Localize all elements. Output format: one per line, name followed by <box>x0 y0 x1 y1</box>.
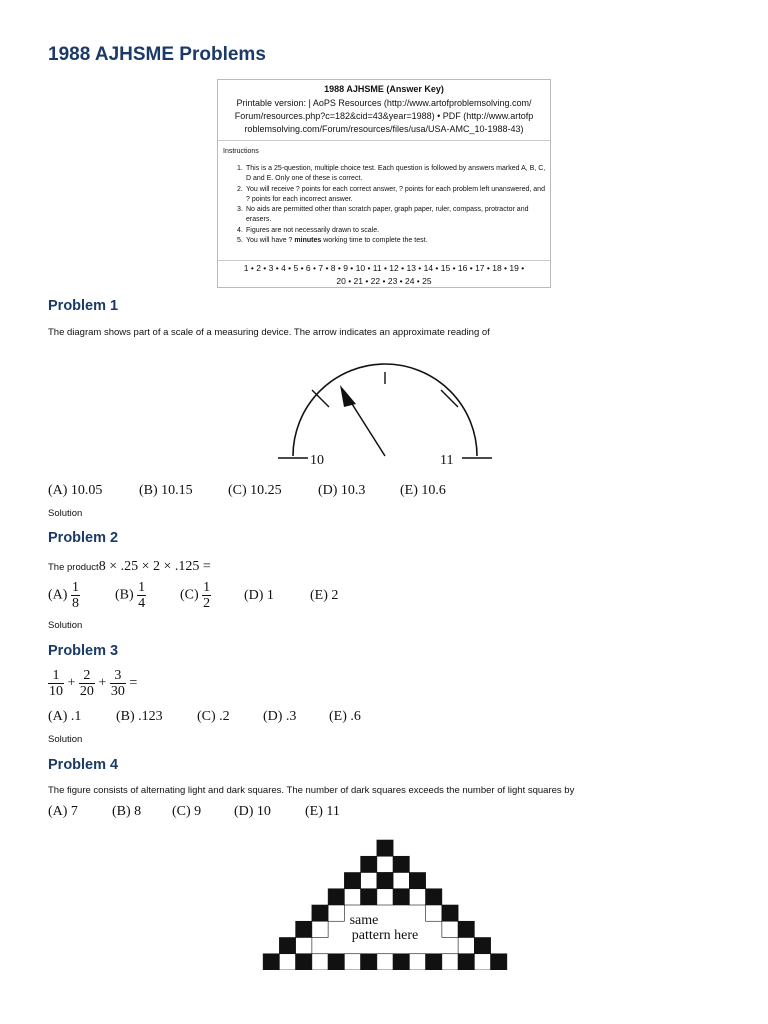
dark-square <box>328 954 344 970</box>
problem-2-solution-link[interactable]: Solution <box>48 620 83 631</box>
problem-4-text: The figure consists of alternating light and dark squares. The number of dark squares exceeds the number of light squares by <box>48 785 575 796</box>
choice-e: (E) .6 <box>329 709 361 724</box>
instruction-text: You will receive ? points for each correct answer, ? points for each problem left unanswered, and ? points for each incorrect answer. <box>246 185 545 203</box>
printable-line-2[interactable]: Forum/resources.php?c=182&cid=43&year=1988) • PDF (http://www.artofp <box>234 111 534 121</box>
denominator: 8 <box>71 596 79 611</box>
light-square <box>474 954 490 970</box>
choice-d: (D) 10.3 <box>318 483 366 498</box>
instruction-text: working time to complete the test. <box>323 237 428 245</box>
figure-text-line-1: same <box>349 913 379 928</box>
choice-b: (B) 10.15 <box>139 483 193 498</box>
choice-c <box>180 580 211 611</box>
light-square <box>377 856 393 872</box>
light-square <box>279 954 295 970</box>
equals-sign: = <box>129 675 138 691</box>
numerator: 1 <box>71 580 79 595</box>
choice-label: (A) <box>48 587 68 603</box>
instruction-text: Figures are not necessarily drawn to scale. <box>246 226 380 234</box>
choice-b <box>115 580 146 611</box>
choice-e: (E) 11 <box>305 804 340 819</box>
instruction-number: 2. <box>237 185 243 193</box>
dark-square <box>377 873 393 889</box>
scale-label-10: 10 <box>310 453 324 468</box>
instruction-text: You will have ? <box>246 237 293 245</box>
instruction-item <box>237 185 546 206</box>
triangle-squares <box>263 840 507 970</box>
problem-2-text <box>48 557 211 575</box>
answer-key-box <box>217 79 551 288</box>
dark-square <box>426 889 442 905</box>
checkerboard-triangle-figure <box>255 838 517 970</box>
choice-d: (D) 1 <box>244 588 274 603</box>
denominator: 2 <box>203 596 211 611</box>
dark-square <box>296 921 312 937</box>
choice-c: (C) .2 <box>197 709 230 724</box>
choice-c: (C) 10.25 <box>228 483 282 498</box>
choice-b: (B) 8 <box>112 804 142 819</box>
dark-square <box>491 954 507 970</box>
dark-square <box>377 840 393 856</box>
numerator: 1 <box>52 668 60 683</box>
instructions-heading: Instructions <box>223 148 259 155</box>
light-square <box>377 954 393 970</box>
light-square <box>296 938 312 954</box>
problem-1-heading[interactable]: Problem 1 <box>48 298 119 314</box>
scale-label-11: 11 <box>440 453 454 468</box>
denominator: 30 <box>110 684 125 699</box>
problem-3-heading[interactable]: Problem 3 <box>48 643 119 659</box>
dark-square <box>458 921 474 937</box>
printable-line-1[interactable]: Printable version: | AoPS Resources (http://www.artofproblemsolving.com/ <box>236 98 532 108</box>
denominator: 20 <box>79 684 94 699</box>
printable-line-3[interactable]: roblemsolving.com/Forum/resources/files/usa/USA-AMC_10-1988-43) <box>244 124 524 134</box>
problem-1-solution-link[interactable]: Solution <box>48 508 83 519</box>
plus-sign: + <box>98 675 107 691</box>
fraction <box>71 580 80 611</box>
dark-square <box>361 889 377 905</box>
instruction-text: No aids are permitted other than scratch paper, graph paper, ruler, compass, protractor and erasers. <box>246 206 529 224</box>
fraction <box>110 668 126 699</box>
page-title: 1988 AJHSME Problems <box>48 44 266 65</box>
instructions-list <box>237 164 546 246</box>
light-square <box>442 921 458 937</box>
light-square <box>312 954 328 970</box>
problem-1-text: The diagram shows part of a scale of a measuring device. The arrow indicates an approximate reading of <box>48 327 490 338</box>
instruction-item <box>237 226 546 236</box>
problem-3-solution-link[interactable]: Solution <box>48 734 83 745</box>
light-square <box>409 889 425 905</box>
problem-3-expression <box>48 668 137 699</box>
choice-b: (B) .123 <box>116 709 163 724</box>
instruction-number: 3. <box>237 206 243 214</box>
dark-square <box>279 938 295 954</box>
denominator: 10 <box>49 684 63 699</box>
instruction-number: 1. <box>237 165 243 172</box>
problem-2-prefix: The product <box>48 562 99 573</box>
problem-nav-line-1[interactable]: 1 • 2 • 3 • 4 • 5 • 6 • 7 • 8 • 9 • 10 • 11 • 12 • 13 • 14 • 15 • 16 • 17 • 18 • 19 • <box>243 263 525 273</box>
choice-e: (E) 10.6 <box>400 483 446 498</box>
choice-label: (B) <box>115 587 134 603</box>
numerator: 1 <box>138 580 146 595</box>
dark-square <box>296 954 312 970</box>
pointer-arrow-shaft <box>347 396 385 456</box>
denominator: 4 <box>138 596 146 611</box>
dark-square <box>474 938 490 954</box>
fraction <box>137 580 146 611</box>
dark-square <box>393 954 409 970</box>
dark-square <box>426 954 442 970</box>
choice-a: (A) 7 <box>48 804 78 819</box>
problem-2-expression: 8 × .25 × 2 × .125 = <box>98 559 211 574</box>
problem-2-heading[interactable]: Problem 2 <box>48 530 119 546</box>
light-square <box>312 921 328 937</box>
dark-square <box>458 954 474 970</box>
dark-square <box>361 954 377 970</box>
instruction-item <box>237 205 546 226</box>
choice-c: (C) 9 <box>172 804 202 819</box>
scale-tick-left <box>312 390 329 407</box>
instruction-text: This is a 25-question, multiple choice test. Each question is followed by answers marked A, B, C, D and E. Only one of these is correct. <box>246 165 546 183</box>
instruction-item <box>237 164 546 185</box>
choice-d: (D) 10 <box>234 804 271 819</box>
light-square <box>344 954 360 970</box>
pointer-arrow-head <box>340 385 356 407</box>
dark-square <box>442 905 458 921</box>
instruction-item <box>237 236 546 246</box>
light-square <box>377 889 393 905</box>
dark-square <box>393 856 409 872</box>
measuring-scale-diagram <box>270 360 500 472</box>
fraction <box>48 668 64 699</box>
numerator: 1 <box>203 580 211 595</box>
dark-square <box>361 856 377 872</box>
scale-tick-right <box>441 390 458 407</box>
choice-a <box>48 580 80 611</box>
numerator: 2 <box>83 668 91 683</box>
instruction-bold: minutes <box>294 237 322 245</box>
choice-a: (A) .1 <box>48 709 82 724</box>
dark-square <box>344 873 360 889</box>
light-square <box>361 873 377 889</box>
dark-square <box>312 905 328 921</box>
box-divider <box>218 260 550 261</box>
dark-square <box>263 954 279 970</box>
light-square <box>426 905 442 921</box>
dark-square <box>409 873 425 889</box>
problem-nav-line-2[interactable]: 20 • 21 • 22 • 23 • 24 • 25 <box>336 276 432 286</box>
numerator: 3 <box>114 668 122 683</box>
dark-square <box>328 889 344 905</box>
light-square <box>442 954 458 970</box>
choice-d: (D) .3 <box>263 709 297 724</box>
light-square <box>393 873 409 889</box>
fraction <box>202 580 211 611</box>
light-square <box>344 889 360 905</box>
dark-square <box>393 889 409 905</box>
problem-4-heading[interactable]: Problem 4 <box>48 757 119 773</box>
box-title[interactable]: 1988 AJHSME (Answer Key) <box>324 84 444 94</box>
box-divider <box>218 140 550 141</box>
choice-label: (C) <box>180 587 199 603</box>
choice-a: (A) 10.05 <box>48 483 103 498</box>
fraction <box>79 668 95 699</box>
choice-e: (E) 2 <box>310 588 339 603</box>
plus-sign: + <box>67 675 76 691</box>
instruction-number: 5. <box>237 237 243 245</box>
figure-text-line-2: pattern here <box>351 928 419 943</box>
light-square <box>409 954 425 970</box>
light-square <box>328 905 344 921</box>
instruction-number: 4. <box>237 226 243 234</box>
light-square <box>458 938 474 954</box>
